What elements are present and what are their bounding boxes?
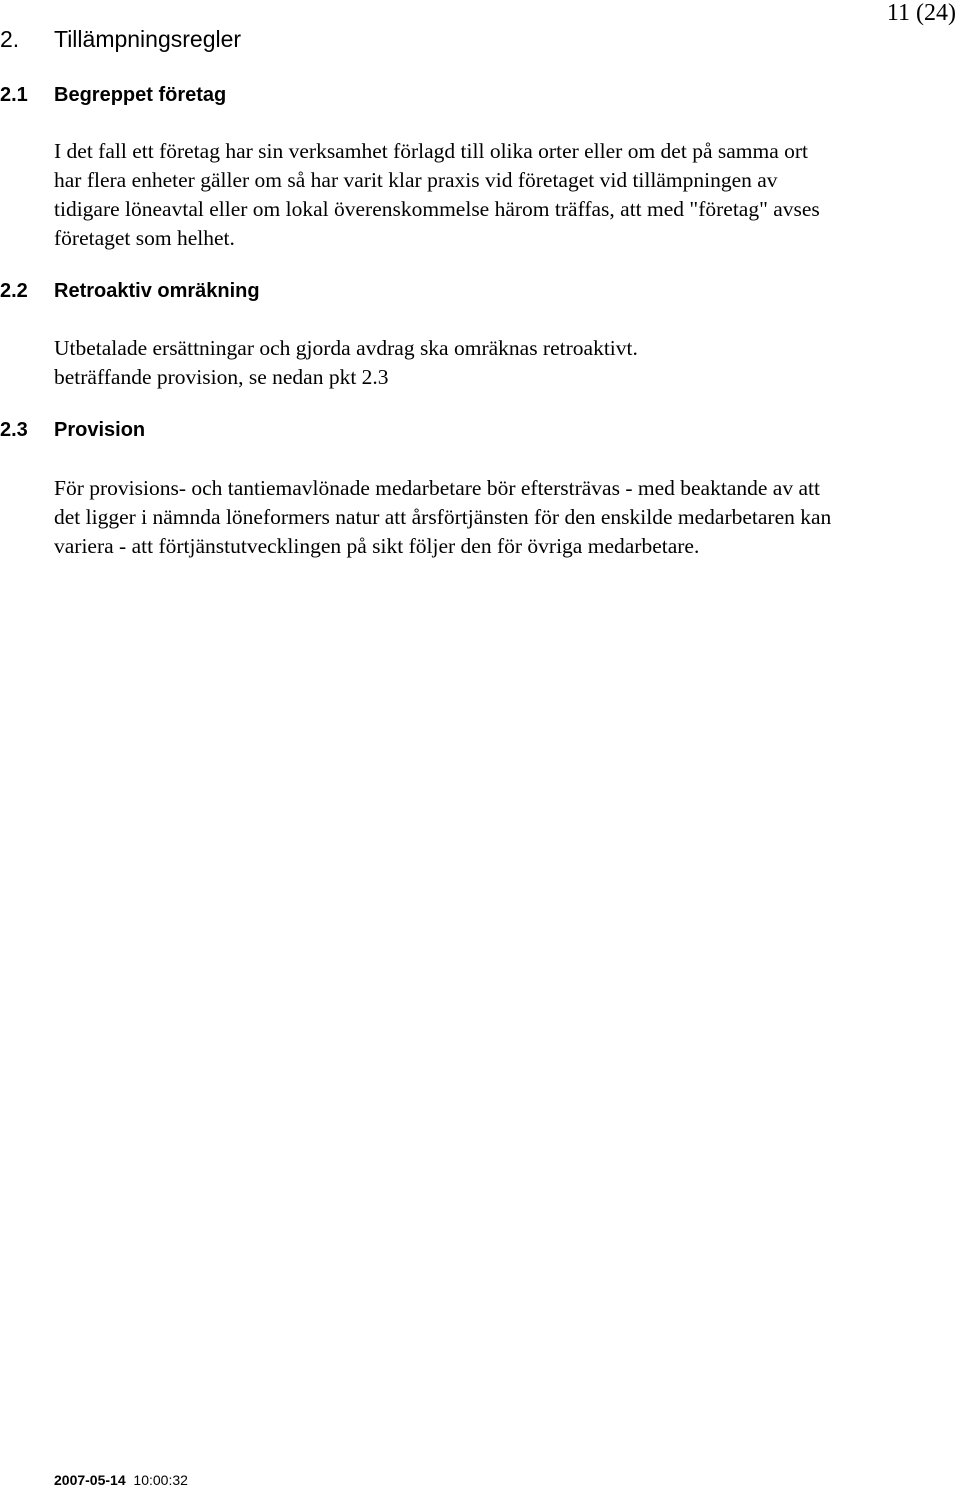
body-line: För provisions- och tantiemavlönade medarbetare bör eftersträvas - med beaktande av att [54,476,820,500]
main-heading-title: Tillämpningsregler [54,26,242,52]
section-number: 2.3 [0,419,28,441]
footer-date: 2007-05-14 [54,1472,126,1488]
section-body-2-3 [54,474,831,561]
section-heading-2-3 [0,419,145,442]
section-heading-2-2 [0,280,260,303]
body-line: I det fall ett företag har sin verksamhet förlagd till olika orter eller om det på samma ort [54,139,809,163]
main-heading [0,26,241,53]
section-title: Begreppet företag [54,84,227,106]
footer-time: 10:00:32 [133,1472,188,1488]
body-line: har flera enheter gäller om så har varit klar praxis vid företaget vid tillämpningen av [54,168,778,192]
body-line: det ligger i nämnda löneformers natur att årsförtjänsten för den enskilde medarbetaren kan [54,505,832,529]
body-line: tidigare löneavtal eller om lokal överenskommelse härom träffas, att med "företag" avses [54,197,820,221]
section-number: 2.2 [0,280,28,302]
body-line: Utbetalade ersättningar och gjorda avdrag ska omräknas retroaktivt. [54,336,638,360]
section-title: Provision [54,419,146,441]
section-body-2-1 [54,137,820,253]
section-title: Retroaktiv omräkning [54,280,260,302]
body-line: variera - att förtjänstutvecklingen på sikt följer den för övriga medarbetare. [54,534,700,558]
section-number: 2.1 [0,84,28,106]
section-heading-2-1 [0,84,226,107]
main-heading-number: 2. [0,26,20,52]
section-body-2-2 [54,334,638,392]
page-number: 11 (24) [886,0,956,26]
body-line: företaget som helhet. [54,226,235,250]
footer-timestamp [54,1472,188,1488]
body-line: beträffande provision, se nedan pkt 2.3 [54,365,389,389]
